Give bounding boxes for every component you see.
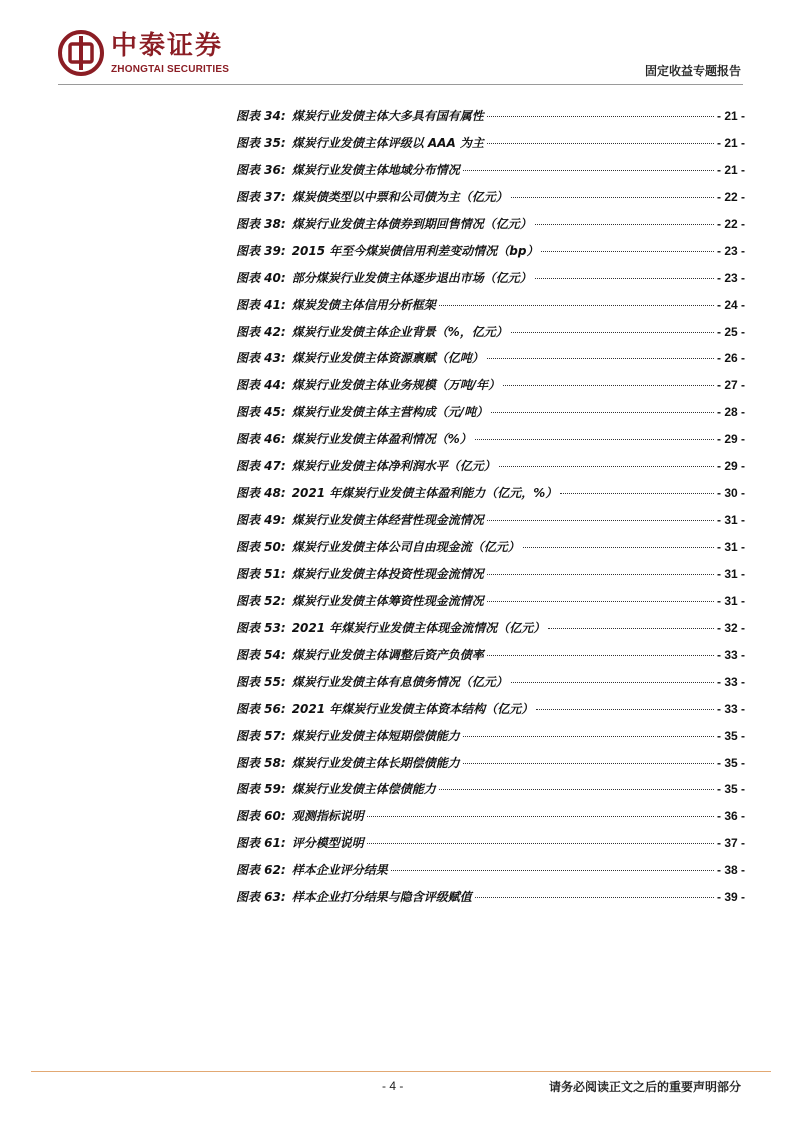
- toc-leader-dots: [487, 142, 714, 144]
- toc-entry[interactable]: [236, 157, 745, 184]
- toc-entry-label: 图表 61:: [236, 836, 286, 851]
- toc-entry[interactable]: [236, 830, 745, 857]
- toc-entry[interactable]: [236, 534, 745, 561]
- toc-entry-title: 煤炭行业发债主体调整后资产负债率: [291, 647, 484, 662]
- toc-entry-label: 图表 55:: [236, 674, 286, 689]
- toc-entry-title: 煤炭行业发债主体投资性现金流情况: [291, 566, 484, 581]
- toc-entry[interactable]: [236, 453, 745, 480]
- toc-leader-dots: [511, 196, 714, 198]
- toc-entry-title: 煤炭行业发债主体偿债能力: [291, 782, 436, 797]
- toc-entry-label: 图表 60:: [236, 809, 286, 824]
- toc-entry[interactable]: [236, 103, 745, 130]
- logo-english-name: ZHONGTAI SECURITIES: [111, 64, 230, 75]
- toc-entry-title: 煤炭行业发债主体经营性现金流情况: [291, 513, 484, 528]
- toc-entry-page: - 28 -: [716, 405, 745, 420]
- toc-entry-page: - 38 -: [716, 863, 745, 878]
- toc-entry-title: 2021 年煤炭行业发债主体资本结构（亿元）: [291, 701, 534, 716]
- toc-entry-label: 图表 63:: [236, 890, 286, 905]
- toc-entry-page: - 23 -: [716, 270, 745, 285]
- toc-entry[interactable]: [236, 507, 745, 534]
- toc-entry-label: 图表 41:: [236, 297, 286, 312]
- toc-entry[interactable]: [236, 238, 745, 265]
- toc-entry-label: 图表 48:: [236, 486, 286, 501]
- toc-leader-dots: [503, 384, 714, 386]
- toc-entry-page: - 29 -: [716, 432, 745, 447]
- toc-entry-title: 部分煤炭行业发债主体逐步退出市场（亿元）: [291, 270, 532, 285]
- toc-entry-label: 图表 54:: [236, 647, 286, 662]
- toc-entry-label: 图表 44:: [236, 378, 286, 393]
- toc-leader-dots: [548, 627, 714, 629]
- toc-entry-page: - 22 -: [716, 189, 745, 204]
- toc-entry-label: 图表 35:: [236, 135, 286, 150]
- toc-entry-title: 煤炭债类型以中票和公司债为主（亿元）: [291, 189, 508, 204]
- toc-entry-title: 煤炭行业发债主体地域分布情况: [291, 162, 460, 177]
- toc-entry-title: 样本企业打分结果与隐含评级赋值: [291, 890, 472, 905]
- toc-leader-dots: [535, 277, 714, 279]
- toc-entry-title: 2021 年煤炭行业发债主体现金流情况（亿元）: [291, 620, 546, 635]
- toc-entry-page: - 29 -: [716, 459, 745, 474]
- toc-entry-title: 煤炭行业发债主体公司自由现金流（亿元）: [291, 540, 520, 554]
- disclaimer-note: 请务必阅读正文之后的重要声明部分: [548, 1080, 741, 1094]
- toc-leader-dots: [487, 357, 714, 359]
- toc-entry-title: 煤炭行业发债主体债券到期回售情况（亿元）: [291, 216, 532, 231]
- toc-entry-title: 煤炭行业发债主体短期偿债能力: [291, 728, 460, 743]
- toc-entry[interactable]: [236, 184, 745, 211]
- toc-entry-label: 图表 53:: [236, 620, 286, 635]
- toc-entry-title: 评分模型说明: [291, 836, 364, 851]
- zhongtai-logo-icon: [58, 30, 104, 76]
- toc-entry[interactable]: [236, 211, 745, 238]
- toc-entry-page: - 27 -: [716, 378, 745, 393]
- toc-entry[interactable]: [236, 857, 745, 884]
- toc-entry-label: 图表 40:: [236, 270, 286, 285]
- toc-entry[interactable]: [236, 696, 745, 723]
- toc-entry[interactable]: [236, 642, 745, 669]
- toc-leader-dots: [367, 842, 714, 844]
- toc-entry[interactable]: [236, 372, 745, 399]
- toc-entry-title: 煤炭行业发债主体主营构成（元/吨）: [291, 405, 489, 420]
- toc-entry-page: - 33 -: [716, 674, 745, 689]
- toc-leader-dots: [487, 573, 714, 575]
- toc-entry[interactable]: [236, 426, 745, 453]
- toc-entry-title: 煤炭行业发债主体大多具有国有属性: [291, 109, 484, 123]
- toc-entry-title: 2015 年至今煤炭债信用利差变动情况（bp）: [291, 243, 539, 258]
- toc-entry-page: - 35 -: [716, 782, 745, 797]
- toc-entry-label: 图表 52:: [236, 593, 286, 608]
- toc-leader-dots: [487, 115, 714, 117]
- toc-leader-dots: [463, 169, 714, 171]
- toc-entry-title: 煤炭行业发债主体业务规模（万吨/年）: [291, 378, 501, 393]
- toc-leader-dots: [475, 896, 714, 898]
- toc-entry[interactable]: [236, 561, 745, 588]
- toc-entry-title: 煤炭行业发债主体盈利情况（%）: [291, 432, 472, 447]
- toc-entry-label: 图表 36:: [236, 162, 286, 177]
- report-type-label: 固定收益专题报告: [644, 64, 741, 78]
- toc-entry[interactable]: [236, 130, 745, 157]
- header-divider: [58, 84, 743, 85]
- toc-leader-dots: [511, 681, 714, 683]
- toc-entry-page: - 26 -: [716, 351, 745, 366]
- toc-entry[interactable]: [236, 265, 745, 292]
- toc-entry-page: - 37 -: [716, 836, 745, 851]
- toc-entry-title: 煤炭行业发债主体筹资性现金流情况: [291, 593, 484, 608]
- toc-entry-label: 图表 37:: [236, 189, 286, 204]
- toc-leader-dots: [487, 654, 714, 656]
- toc-leader-dots: [391, 869, 714, 871]
- toc-entry-title: 煤炭行业发债主体企业背景（%，亿元）: [291, 324, 508, 339]
- toc-entry-page: - 33 -: [716, 647, 745, 662]
- toc-entry-label: 图表 51:: [236, 566, 286, 581]
- toc-entry-label: 图表 38:: [236, 216, 286, 231]
- toc-entry[interactable]: [236, 292, 745, 319]
- toc-entry[interactable]: [236, 588, 745, 615]
- toc-entry-label: 图表 39:: [236, 243, 286, 258]
- toc-entry-page: - 35 -: [716, 728, 745, 743]
- toc-leader-dots: [523, 546, 714, 548]
- toc-entry-page: - 21 -: [716, 109, 745, 123]
- toc-entry[interactable]: [236, 319, 745, 346]
- toc-leader-dots: [491, 411, 714, 413]
- toc-entry-page: - 31 -: [716, 593, 745, 608]
- toc-entry-page: - 31 -: [716, 540, 745, 554]
- toc-entry-label: 图表 58:: [236, 755, 286, 770]
- toc-entry[interactable]: [236, 803, 745, 830]
- toc-entry-label: 图表 57:: [236, 728, 286, 743]
- toc-leader-dots: [463, 762, 714, 764]
- toc-leader-dots: [475, 438, 714, 440]
- toc-entry-label: 图表 46:: [236, 432, 286, 447]
- toc-entry-label: 图表 59:: [236, 782, 286, 797]
- toc-leader-dots: [367, 815, 714, 817]
- toc-entry-label: 图表 56:: [236, 701, 286, 716]
- toc-leader-dots: [541, 250, 714, 252]
- toc-entry-title: 观测指标说明: [291, 809, 364, 824]
- toc-entry-page: - 36 -: [716, 809, 745, 824]
- toc-entry-page: - 31 -: [716, 566, 745, 581]
- toc-entry-page: - 35 -: [716, 755, 745, 770]
- toc-entry-page: - 21 -: [716, 135, 745, 150]
- toc-entry[interactable]: [236, 723, 745, 750]
- toc-leader-dots: [487, 519, 714, 521]
- toc-entry-title: 煤炭行业发债主体有息债务情况（亿元）: [291, 674, 508, 689]
- toc-entry-page: - 23 -: [716, 243, 745, 258]
- toc-leader-dots: [511, 331, 714, 333]
- toc-entry-title: 煤炭行业发债主体净利润水平（亿元）: [291, 459, 496, 474]
- toc-entry-title: 样本企业评分结果: [291, 863, 388, 878]
- toc-entry[interactable]: [236, 750, 745, 777]
- toc-entry-title: 煤炭行业发债主体资源禀赋（亿吨）: [291, 351, 484, 366]
- toc-entry-label: 图表 47:: [236, 459, 286, 474]
- toc-entry-title: 煤炭行业发债主体长期偿债能力: [291, 755, 460, 770]
- toc-entry-page: - 30 -: [716, 486, 745, 501]
- toc-entry-label: 图表 34:: [236, 109, 286, 123]
- toc-entry-page: - 22 -: [716, 216, 745, 231]
- figure-index-list: [236, 103, 745, 911]
- toc-entry-title: 2021 年煤炭行业发债主体盈利能力（亿元，%）: [291, 486, 558, 501]
- toc-entry[interactable]: [236, 399, 745, 426]
- logo-chinese-name: 中泰证券: [111, 31, 224, 61]
- toc-leader-dots: [499, 465, 714, 467]
- toc-leader-dots: [560, 492, 714, 494]
- toc-entry-page: - 32 -: [716, 620, 745, 635]
- toc-entry[interactable]: [236, 884, 745, 911]
- toc-entry-label: 图表 49:: [236, 513, 286, 528]
- toc-entry[interactable]: [236, 480, 745, 507]
- toc-entry-label: 图表 42:: [236, 324, 286, 339]
- toc-entry-label: 图表 62:: [236, 863, 286, 878]
- toc-leader-dots: [487, 600, 714, 602]
- toc-entry-label: 图表 43:: [236, 351, 286, 366]
- toc-entry-title: 煤炭发债主体信用分析框架: [291, 297, 436, 312]
- toc-entry-page: - 31 -: [716, 513, 745, 528]
- toc-entry[interactable]: [236, 615, 745, 642]
- toc-entry-page: - 21 -: [716, 162, 745, 177]
- toc-entry-page: - 39 -: [716, 890, 745, 905]
- toc-leader-dots: [535, 223, 714, 225]
- footer-divider: [31, 1071, 771, 1072]
- toc-entry-title: 煤炭行业发债主体评级以 AAA 为主: [291, 135, 484, 150]
- page-header: [0, 0, 802, 90]
- toc-entry-label: 图表 50:: [236, 540, 286, 554]
- toc-entry-page: - 25 -: [716, 324, 745, 339]
- toc-entry-label: 图表 45:: [236, 405, 286, 420]
- toc-entry[interactable]: [236, 345, 745, 372]
- toc-entry[interactable]: [236, 669, 745, 696]
- toc-leader-dots: [536, 708, 714, 710]
- toc-leader-dots: [439, 788, 714, 790]
- toc-leader-dots: [463, 735, 714, 737]
- toc-entry[interactable]: [236, 776, 745, 803]
- toc-entry-page: - 33 -: [716, 701, 745, 716]
- page-number: - 4 -: [382, 1079, 404, 1093]
- toc-entry-page: - 24 -: [716, 297, 745, 312]
- toc-leader-dots: [439, 304, 714, 306]
